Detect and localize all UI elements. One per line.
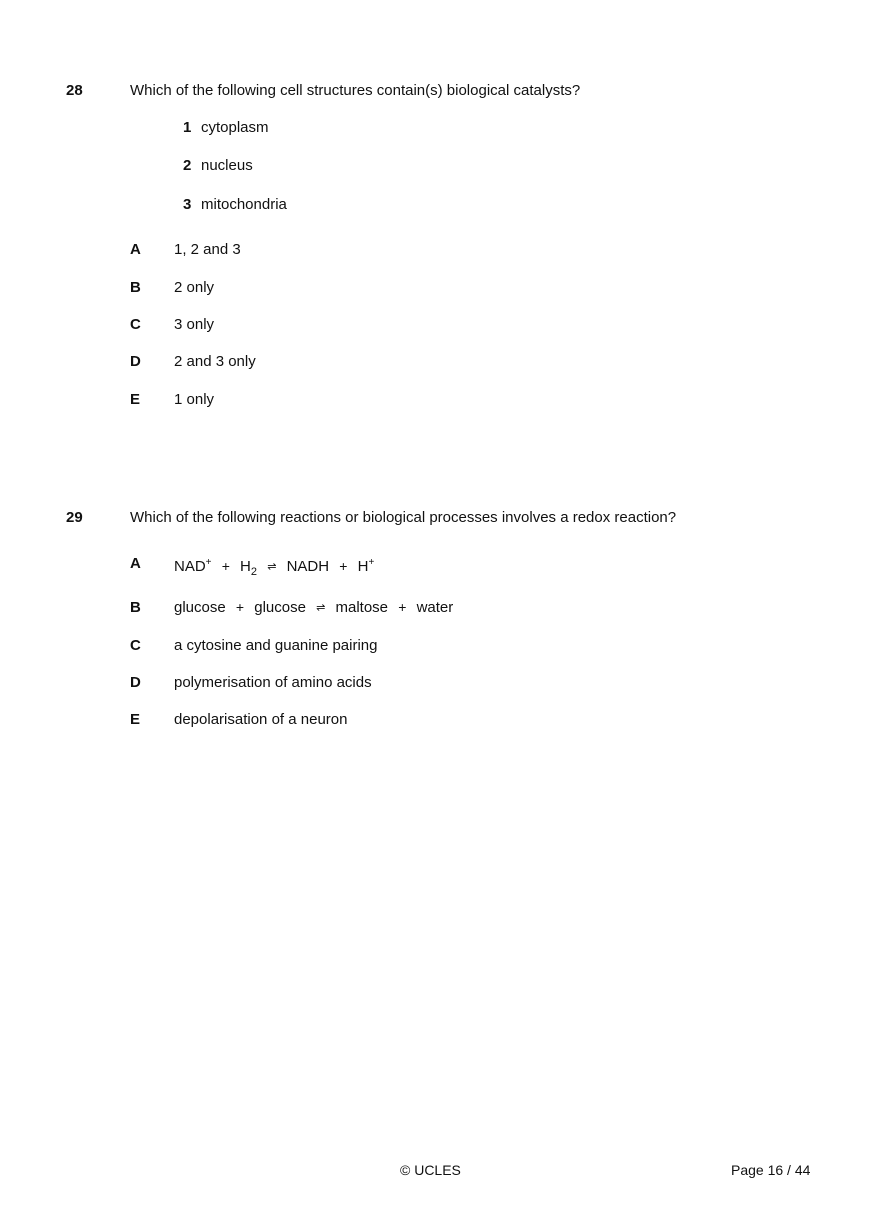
equilibrium-arrow: ⇌ [316, 602, 326, 614]
nad-charge: + [205, 557, 212, 568]
nad-term: NAD [174, 558, 206, 575]
statement-3-number: 3 [183, 196, 192, 213]
q29-option-d-text: polymerisation of amino acids [174, 674, 372, 691]
nadh-term: NADH [286, 558, 330, 575]
maltose-term: maltose [335, 599, 389, 616]
plus-sign: + [221, 558, 230, 574]
q28-option-c-letter: C [130, 316, 141, 333]
glucose-term: glucose [254, 599, 306, 616]
q28-option-e-text: 1 only [174, 391, 215, 408]
q29-option-a-equation [174, 557, 375, 578]
q28-option-d-text: 2 and 3 only [174, 353, 256, 370]
q29-option-b-equation [174, 599, 453, 616]
q29-option-b-letter: B [130, 599, 141, 616]
equilibrium-arrow: ⇌ [267, 561, 277, 573]
question-28-stem: Which of the following cell structures contain(s) biological catalysts? [130, 82, 581, 99]
q28-option-c-text: 3 only [174, 316, 215, 333]
water-term: water [416, 599, 454, 616]
hydrogen-term: H [240, 558, 251, 575]
plus-sign: + [235, 599, 245, 615]
question-28-number: 28 [66, 82, 83, 99]
plus-sign: + [339, 558, 348, 574]
glucose-term: glucose [174, 599, 226, 616]
question-29-stem: Which of the following reactions or biological processes involves a redox reaction? [130, 509, 677, 526]
statement-1-text: cytoplasm [201, 119, 269, 136]
q28-option-b-letter: B [130, 279, 141, 296]
question-29-number: 29 [66, 509, 83, 526]
q28-option-d-letter: D [130, 353, 141, 370]
footer-copyright: © UCLES [400, 1162, 461, 1178]
statement-2-text: nucleus [201, 157, 253, 174]
statement-3-text: mitochondria [201, 196, 287, 213]
footer-page-number: Page 16 / 44 [731, 1162, 811, 1178]
q28-option-e-letter: E [130, 391, 141, 408]
q29-option-d-letter: D [130, 674, 141, 691]
statement-2-number: 2 [183, 157, 192, 174]
q29-option-e-letter: E [130, 711, 141, 728]
q29-option-c-letter: C [130, 637, 141, 654]
statement-1-number: 1 [183, 119, 192, 136]
q28-option-a-text: 1, 2 and 3 [174, 241, 241, 258]
q29-option-a-letter: A [130, 555, 141, 572]
proton-charge: + [368, 557, 375, 568]
proton-term: H [357, 558, 369, 575]
q28-option-a-letter: A [130, 241, 141, 258]
q29-option-e-text: depolarisation of a neuron [174, 711, 348, 728]
hydrogen-subscript: 2 [250, 566, 258, 578]
plus-sign: + [398, 599, 407, 615]
q29-option-c-text: a cytosine and guanine pairing [174, 637, 378, 654]
q28-option-b-text: 2 only [174, 279, 215, 296]
